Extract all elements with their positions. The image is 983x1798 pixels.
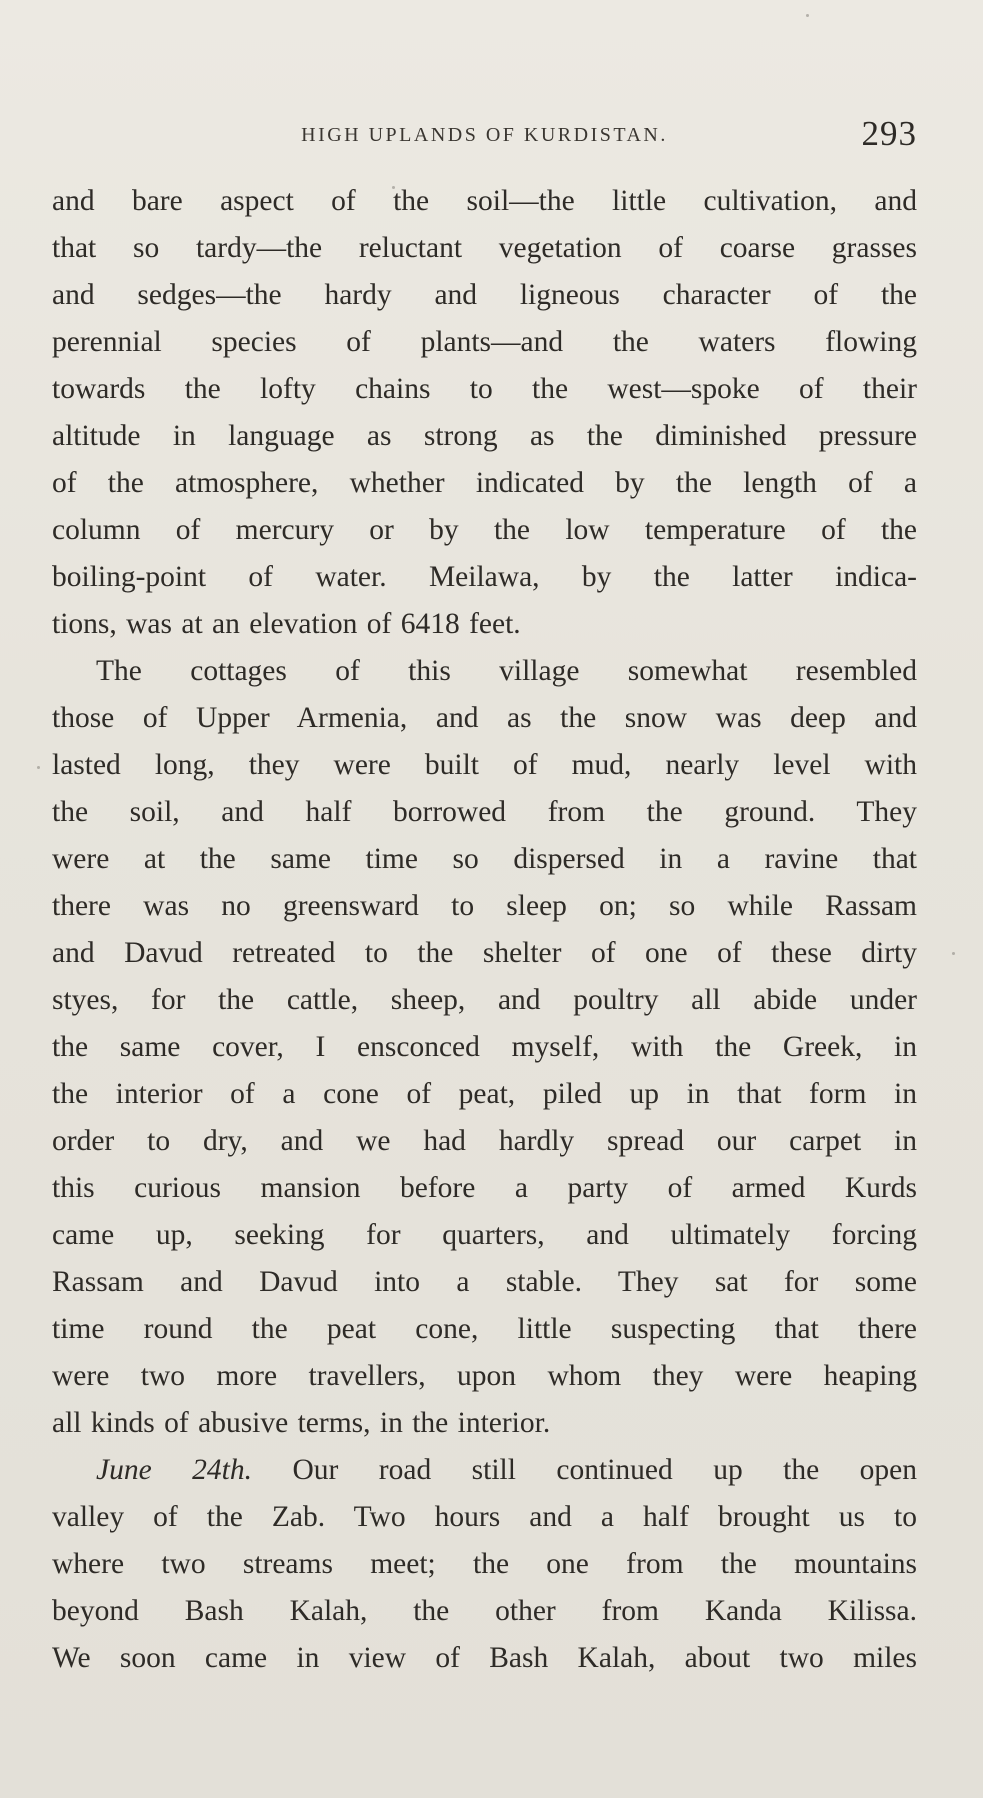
paragraph [52, 178, 917, 648]
date-label: June 24th. [96, 1454, 252, 1486]
text-line: altitude in language as strong as the diminished pressure [52, 420, 917, 452]
text-line: of the atmosphere, whether indicated by the length of a [52, 467, 917, 499]
paper-speck [806, 14, 809, 17]
text-line: The cottages of this village somewhat resembled [96, 655, 917, 687]
page-body [52, 178, 917, 1682]
text-line: We soon came in view of Bash Kalah, about two miles [52, 1642, 917, 1674]
paper-speck [37, 766, 40, 769]
text-line: lasted long, they were built of mud, nearly level with [52, 749, 917, 781]
text-line: and sedges—the hardy and ligneous character of the [52, 279, 917, 311]
text-line: Rassam and Davud into a stable. They sat for some [52, 1266, 917, 1298]
text-line: boiling-point of water. Meilawa, by the latter indica- [52, 561, 917, 593]
text-line: column of mercury or by the low temperature of the [52, 514, 917, 546]
text-line: where two streams meet; the one from the mountains [52, 1548, 917, 1580]
text-line: towards the lofty chains to the west—spoke of their [52, 373, 917, 405]
paragraph [52, 648, 917, 1447]
text-line: order to dry, and we had hardly spread our carpet in [52, 1125, 917, 1157]
text-line: the same cover, I ensconced myself, with the Greek, in [52, 1031, 917, 1063]
text-line: tions, was at an elevation of 6418 feet. [52, 608, 521, 640]
text-line: were at the same time so dispersed in a ravine that [52, 843, 917, 875]
text-line: valley of the Zab. Two hours and a half brought us to [52, 1501, 917, 1533]
text-line: that so tardy—the reluctant vegetation of coarse grasses [52, 232, 917, 264]
text-line: time round the peat cone, little suspecting that there [52, 1313, 917, 1345]
paper-speck [952, 952, 955, 955]
text-line: beyond Bash Kalah, the other from Kanda Kilissa. [52, 1595, 917, 1627]
text-line [52, 1447, 917, 1494]
text-line: those of Upper Armenia, and as the snow was deep and [52, 702, 917, 734]
text-line: perennial species of plants—and the waters flowing [52, 326, 917, 358]
text-run: Our road still continued up the open [292, 1454, 918, 1486]
text-line: and Davud retreated to the shelter of one of these dirty [52, 937, 917, 969]
text-line: the soil, and half borrowed from the ground. They [52, 796, 917, 828]
text-line: the interior of a cone of peat, piled up in that form in [52, 1078, 917, 1110]
text-line: were two more travellers, upon whom they were heaping [52, 1360, 917, 1392]
text-line: came up, seeking for quarters, and ultimately forcing [52, 1219, 917, 1251]
text-line: all kinds of abusive terms, in the interior. [52, 1407, 551, 1439]
text-line: this curious mansion before a party of armed Kurds [52, 1172, 917, 1204]
text-line: styes, for the cattle, sheep, and poultry all abide under [52, 984, 917, 1016]
page-number: 293 [861, 114, 917, 153]
running-title: HIGH UPLANDS OF KURDISTAN. [301, 124, 668, 146]
text-line: and bare aspect of the soil—the little cultivation, and [52, 185, 917, 217]
paragraph [52, 1447, 917, 1682]
running-head [52, 114, 917, 154]
text-line: there was no greensward to sleep on; so while Rassam [52, 890, 917, 922]
